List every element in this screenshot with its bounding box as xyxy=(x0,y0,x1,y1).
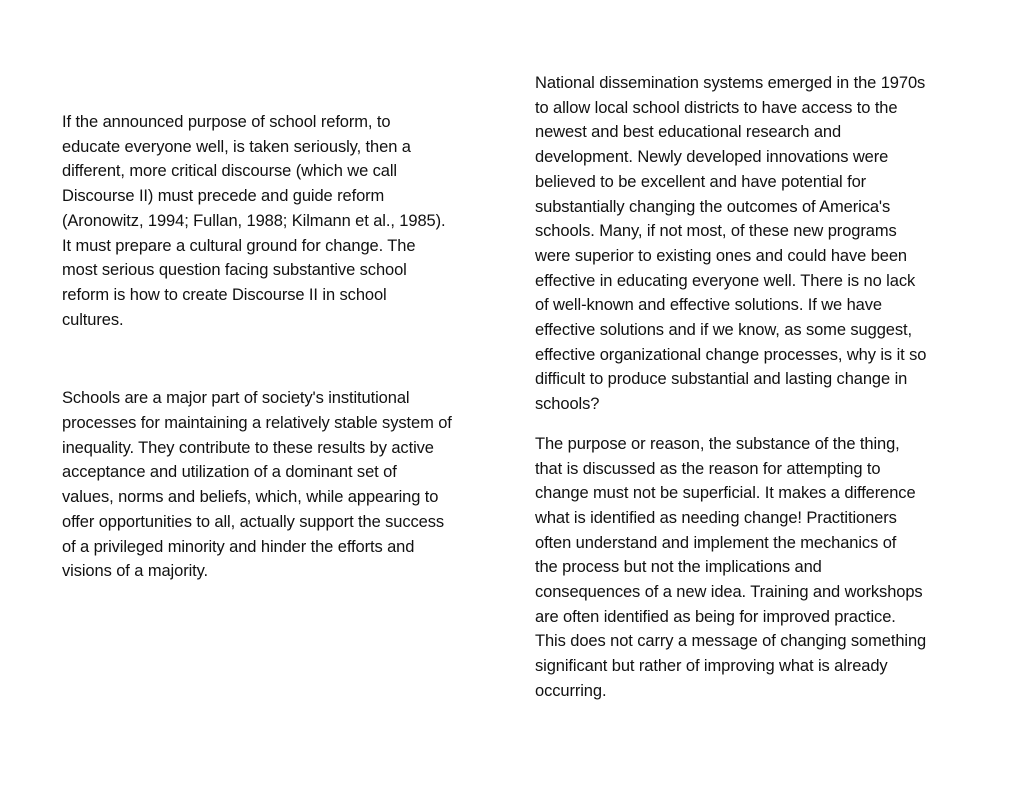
text-line: significant but rather of improving what is already xyxy=(535,657,888,676)
text-line: This does not carry a message of changing something xyxy=(535,632,927,651)
paragraph-purpose-of-change xyxy=(535,432,975,704)
paragraph-spacer xyxy=(62,332,502,386)
paragraph-discourse-ii xyxy=(62,110,502,332)
paragraph-schools-inequality xyxy=(62,386,502,584)
text-line: processes for maintaining a relatively stable system of xyxy=(62,414,452,433)
text-line: offer opportunities to all, actually support the success xyxy=(62,512,445,531)
text-line: often understand and implement the mechanics of xyxy=(535,533,897,552)
text-line: It must prepare a cultural ground for change. The xyxy=(62,236,416,255)
text-line: different, more critical discourse (which we call xyxy=(62,162,398,181)
text-line: difficult to produce substantial and lasting change in xyxy=(535,370,908,389)
text-line: values, norms and beliefs, which, while appearing to xyxy=(62,488,439,507)
text-line: consequences of a new idea. Training and workshops xyxy=(535,583,923,602)
text-line: effective in educating everyone well. There is no lack xyxy=(535,271,916,290)
text-line: were superior to existing ones and could have been xyxy=(535,246,907,265)
paragraph-spacer xyxy=(535,417,975,432)
text-line: inequality. They contribute to these results by active xyxy=(62,438,434,457)
text-line: The purpose or reason, the substance of the thing, xyxy=(535,434,900,453)
text-line: educate everyone well, is taken seriously, then a xyxy=(62,137,411,156)
text-line: acceptance and utilization of a dominant set of xyxy=(62,463,397,482)
right-column xyxy=(535,71,975,704)
text-line: believed to be excellent and have potential for xyxy=(535,172,867,191)
text-line: Schools are a major part of society's institutional xyxy=(62,389,410,408)
text-line: schools. Many, if not most, of these new programs xyxy=(535,222,897,241)
left-column xyxy=(62,110,502,584)
text-line: to allow local school districts to have access to the xyxy=(535,98,898,117)
text-line: substantially changing the outcomes of America's xyxy=(535,197,891,216)
text-line: of well-known and effective solutions. If we have xyxy=(535,296,882,315)
text-line: reform is how to create Discourse II in school xyxy=(62,285,387,304)
text-line: that is discussed as the reason for attempting to xyxy=(535,459,881,478)
text-line: development. Newly developed innovations were xyxy=(535,148,889,167)
text-line: effective organizational change processes, why is it so xyxy=(535,345,927,364)
text-line: If the announced purpose of school reform, to xyxy=(62,113,391,131)
text-line: what is identified as needing change! Practitioners xyxy=(535,508,897,527)
text-line: cultures. xyxy=(62,310,124,329)
text-line: effective solutions and if we know, as some suggest, xyxy=(535,321,912,340)
paragraph-dissemination-systems xyxy=(535,71,975,417)
text-line: the process but not the implications and xyxy=(535,558,822,577)
text-line: are often identified as being for improved practice. xyxy=(535,607,896,626)
text-line: visions of a majority. xyxy=(62,562,209,581)
text-line: change must not be superficial. It makes a difference xyxy=(535,484,916,503)
text-line: Discourse II) must precede and guide reform xyxy=(62,187,385,206)
text-line: schools? xyxy=(535,395,600,414)
text-line: most serious question facing substantive school xyxy=(62,261,407,280)
text-line: occurring. xyxy=(535,681,607,700)
text-line: National dissemination systems emerged in the 1970s xyxy=(535,74,926,92)
text-line: (Aronowitz, 1994; Fullan, 1988; Kilmann et al., 1985). xyxy=(62,211,446,230)
text-line: of a privileged minority and hinder the efforts and xyxy=(62,537,415,556)
text-line: newest and best educational research and xyxy=(535,123,842,142)
